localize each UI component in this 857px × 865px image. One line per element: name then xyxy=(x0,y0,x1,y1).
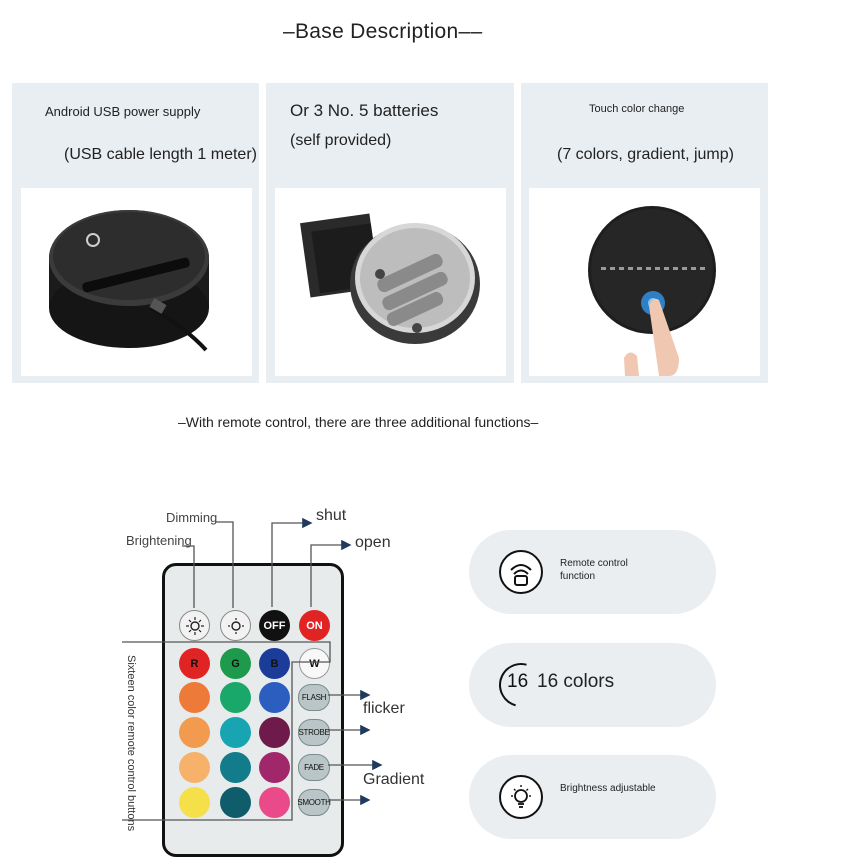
brightening-label: Brightening xyxy=(126,533,192,548)
off-button[interactable]: OFF xyxy=(259,610,290,641)
strobe-button[interactable]: STROBE xyxy=(298,719,330,746)
remote-section-subtitle: –With remote control, there are three additional functions– xyxy=(178,414,539,430)
dimming-label: Dimming xyxy=(166,510,218,525)
sixteen-color-label: Sixteen color remote control buttons xyxy=(125,655,137,832)
bulb-icon xyxy=(499,775,543,819)
section-title: –Base Description–– xyxy=(283,20,483,43)
panel-caption-line1: Or 3 No. 5 batteries xyxy=(290,101,439,120)
feature-text: Remote control function xyxy=(560,558,628,582)
feature-remote-control xyxy=(469,530,716,614)
flicker-label: flicker xyxy=(363,700,405,717)
flash-button[interactable]: FLASH xyxy=(298,684,330,711)
gradient-label: Gradient xyxy=(363,771,425,788)
red-button[interactable]: R xyxy=(179,648,210,679)
fade-button[interactable]: FADE xyxy=(298,754,330,781)
blue-button[interactable]: B xyxy=(259,648,290,679)
remote-signal-icon xyxy=(499,550,543,594)
feature-text: Brightness adjustable xyxy=(560,783,656,794)
panel-caption-line1: Touch color change xyxy=(589,103,685,115)
white-button[interactable]: W xyxy=(299,648,330,679)
panel-caption-line1: Android USB power supply xyxy=(45,104,201,119)
panel-caption-line2: (self provided) xyxy=(290,132,392,149)
sixteen-badge-text: 16 xyxy=(507,671,529,692)
panel-caption-line2: (USB cable length 1 meter) xyxy=(64,146,257,163)
green-button[interactable]: G xyxy=(220,648,251,679)
shut-label: shut xyxy=(316,507,347,524)
open-label: open xyxy=(355,534,391,551)
panel-caption-line2: (7 colors, gradient, jump) xyxy=(557,146,734,163)
feature-16-colors xyxy=(469,643,716,727)
smooth-button[interactable]: SMOOTH xyxy=(298,789,330,816)
feature-text: 16 colors xyxy=(537,671,615,692)
feature-brightness xyxy=(469,755,716,839)
on-button[interactable]: ON xyxy=(299,610,330,641)
